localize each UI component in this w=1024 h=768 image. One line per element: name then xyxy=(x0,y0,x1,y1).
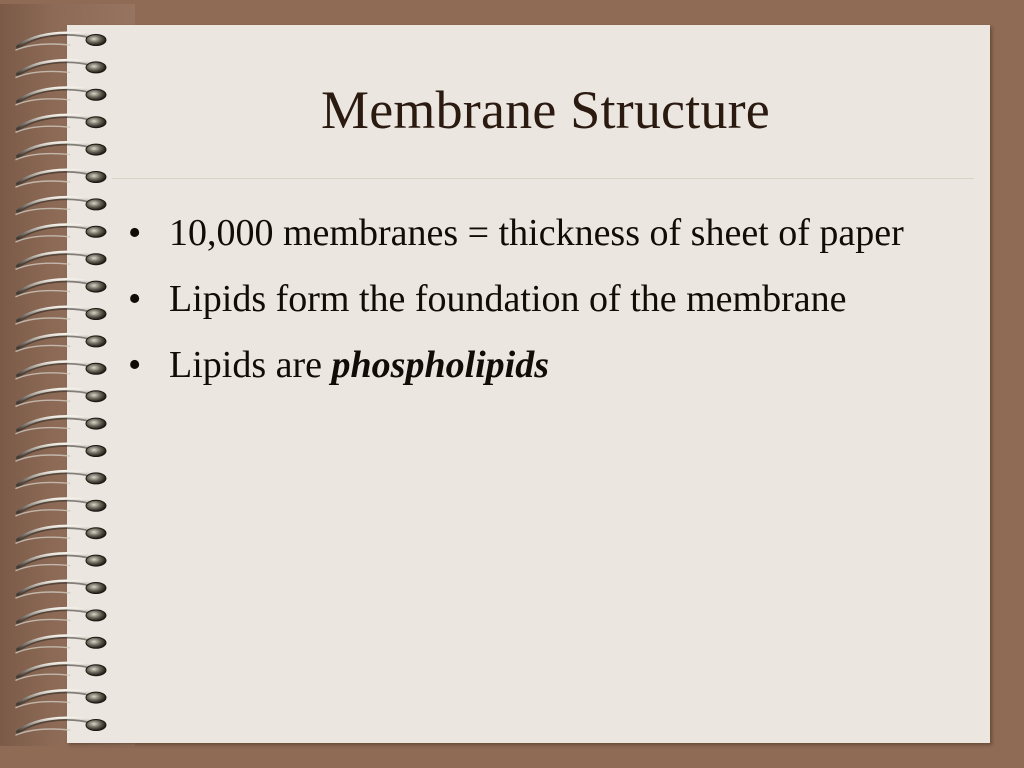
bullet-text: Lipids form the foundation of the membrane xyxy=(169,278,847,320)
bullet-list xyxy=(128,206,958,404)
bullet-text: 10,000 membranes = thickness of sheet of paper xyxy=(169,212,904,254)
bullet-text-emphasis: phospholipids xyxy=(331,344,550,386)
bullet-item xyxy=(128,272,958,326)
bullet-dot: • xyxy=(128,212,142,254)
bullet-dot: • xyxy=(128,344,142,386)
title-divider xyxy=(112,178,974,179)
bullet-item xyxy=(128,206,958,260)
bullet-text-prefix: Lipids are xyxy=(169,344,332,386)
bullet-item xyxy=(128,338,958,392)
bullet-dot: • xyxy=(128,278,142,320)
slide-title: Membrane Structure xyxy=(321,80,770,140)
